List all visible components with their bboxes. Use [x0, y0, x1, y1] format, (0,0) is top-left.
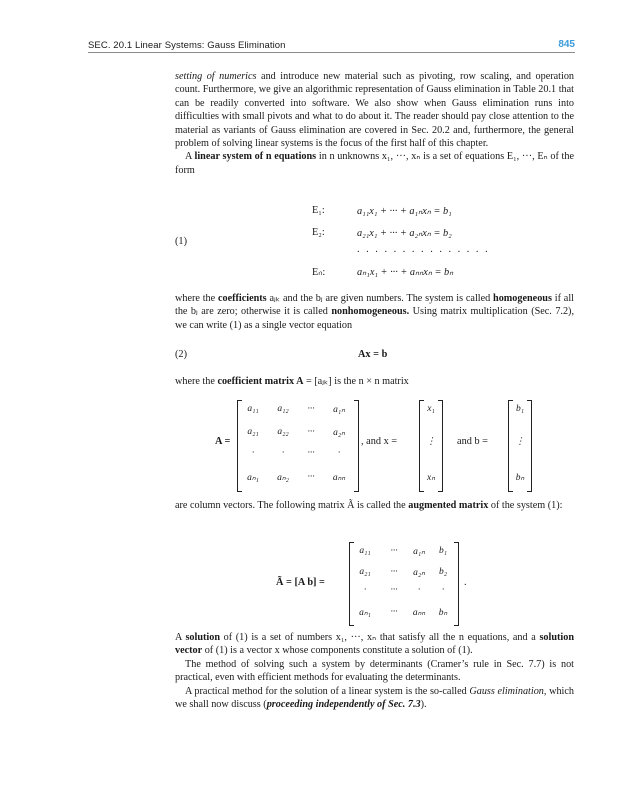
matrix-a — [238, 400, 358, 490]
para2-a: A — [185, 151, 195, 163]
p6-c: of (1) is a set of numbers x₁, ···, xₙ that satisfy all the n equations, and a — [220, 632, 540, 643]
matrix-a-lhs: A = — [215, 436, 231, 447]
p4-a: where the — [175, 376, 218, 387]
eq-row-n — [312, 266, 325, 278]
running-header — [88, 36, 575, 52]
equation-label-1: (1) — [175, 236, 188, 247]
vector-cell: ⋮ — [426, 437, 436, 447]
matrix-cell: · — [337, 448, 341, 458]
matrix-cell: a₂₁ — [359, 567, 371, 577]
paragraph-4 — [175, 375, 574, 388]
matrix-cell: a₂₂ — [277, 427, 289, 437]
term-coefficients: coefficients — [218, 293, 267, 304]
italic-lead: setting of numerics — [175, 71, 257, 82]
p3-a: where the — [175, 293, 218, 304]
intro-text — [175, 70, 574, 177]
matrix-cell: b₁ — [438, 546, 448, 556]
paragraph-3 — [175, 292, 574, 332]
matrix-cell: bₙ — [438, 608, 448, 618]
matrix-cell: aₙ₂ — [277, 473, 289, 483]
matrix-cell: aₙₙ — [412, 608, 426, 618]
section-title: SEC. 20.1 Linear Systems: Gauss Elimination — [88, 40, 286, 51]
eq-row-1 — [312, 205, 325, 216]
matrix-sep-x: , and x = — [361, 436, 398, 447]
matrix-cell: · — [417, 585, 421, 595]
p4-b: = [aⱼₖ] is the n × n matrix — [303, 376, 409, 387]
matrix-cell: ··· — [307, 448, 315, 458]
eq-name: E₁: — [312, 205, 325, 216]
p6-a: A — [175, 632, 186, 643]
matrix-cell: a₂₁ — [247, 427, 259, 437]
p3-d: if all the bⱼ are zero; otherwise it is called — [175, 293, 574, 318]
note-independent: proceeding independently of Sec. 7.3 — [266, 699, 421, 711]
paragraph-7: The method of solving such a system by determinants (Cramer’s rule in Sec. 7.7) is not practical, even with efficient methods for evaluating the determinants. — [175, 658, 574, 684]
matrix-cell: ··· — [390, 567, 398, 577]
eq-name: Eₙ: — [312, 267, 326, 278]
vector-cell: bₙ — [515, 473, 525, 483]
p6-d: of (1) is a vector x whose components constitute a solution of (1). — [202, 645, 473, 657]
vector-cell: xₙ — [426, 473, 435, 483]
eq-body-2: a₂₁x₁ + ··· + a₂ₙxₙ = b₂ — [357, 228, 452, 239]
augmented-matrix — [350, 542, 458, 624]
matrix-cell: a₁ₙ — [333, 405, 345, 415]
matrix-cell: · — [363, 585, 367, 595]
matrix-sep-b: and b = — [457, 436, 488, 447]
matrix-cell: aₙ₁ — [359, 608, 371, 618]
p5-a: are column vectors. The following matrix Ã is called the — [175, 500, 409, 511]
matrix-cell: ··· — [307, 404, 315, 414]
vector-cell: x₁ — [427, 404, 435, 414]
para1-body: and introduce new material such as pivoting, row scaling, and operation count. Furthermore, we give an algorithmic representation of Gauss elimination in Table 20.1 that can be readily converted into software. We also show when Gauss elimination runs into difficulties with small pivots and what to do about it. The reader should pay close attention to the material as variants of Gauss elimination are covered in Sec. 20.2 and, furthermore, the general problem of solving linear systems is the focus of the first half of this chapter. — [175, 71, 575, 150]
matrix-cell: a₁₁ — [359, 546, 371, 556]
matrix-cell: a₂ₙ — [333, 428, 345, 438]
paragraph-5 — [175, 499, 574, 512]
eq-body-n: aₙ₁x₁ + ··· + aₙₙxₙ = bₙ — [357, 267, 454, 278]
augmented-lhs: Ã = [A b] = — [276, 577, 325, 588]
term-gauss-elimination: Gauss elimination, — [469, 685, 547, 697]
matrix-cell: ··· — [390, 546, 398, 556]
matrix-cell: · — [251, 448, 255, 458]
term-linear-system: linear system of n equations — [194, 151, 317, 163]
equation-label-2: (2) — [175, 349, 188, 360]
matrix-cell: · — [281, 448, 285, 458]
equation-2: Ax = b — [358, 349, 388, 360]
augmented-period: . — [464, 577, 467, 588]
header-rule — [88, 52, 575, 53]
matrix-cell: aₙₙ — [332, 473, 346, 483]
term-nonhomogeneous: nonhomogeneous. — [331, 306, 410, 318]
term-solution: solution — [185, 632, 220, 643]
matrix-cell: a₁₁ — [247, 404, 259, 414]
paragraph-2 — [175, 150, 574, 177]
vector-x — [420, 400, 442, 490]
p3-c: aⱼₖ and the bⱼ are given numbers. The system is called — [266, 293, 494, 304]
term-homogeneous: homogeneous — [493, 293, 552, 304]
matrix-cell: ··· — [307, 427, 315, 437]
p5-b: of the system (1): — [488, 500, 563, 511]
closing-text — [175, 631, 574, 711]
term-coefficient-matrix: coefficient matrix A — [217, 376, 304, 387]
paragraph-1 — [175, 70, 574, 150]
eq-name: E₂: — [312, 227, 325, 238]
matrix-cell: a₁ₙ — [413, 547, 425, 557]
matrix-cell: aₙ₁ — [247, 473, 259, 483]
term-augmented-matrix: augmented matrix — [408, 500, 489, 511]
eq-row-2 — [312, 227, 325, 238]
matrix-cell: a₁₂ — [277, 404, 289, 414]
vector-cell: ⋮ — [515, 437, 525, 447]
p8-b: which we shall now discuss ( — [175, 685, 574, 711]
eq-dots: . . . . . . . . . . . . . . . — [357, 244, 490, 255]
matrix-cell: ··· — [390, 585, 398, 595]
para2-b: in n unknowns x₁, ···, xₙ is a set of equations E₁, ···, Eₙ of the form — [175, 151, 575, 176]
matrix-cell: ··· — [307, 472, 315, 482]
bracket-right — [354, 400, 359, 492]
paragraph-8 — [175, 685, 574, 712]
matrix-cell: b₂ — [438, 567, 448, 577]
p8-c: ). — [420, 699, 427, 711]
p3-e: Using matrix multiplication (Sec. 7.2), we can write (1) as a single vector equation — [175, 306, 574, 331]
matrix-cell: a₂ₙ — [413, 568, 425, 578]
paragraph-6 — [175, 631, 574, 658]
matrix-cell: · — [441, 585, 445, 595]
page-number: 845 — [558, 39, 575, 50]
vector-b — [509, 400, 531, 490]
term-solution-vector: solution vector — [175, 632, 574, 657]
matrix-cell: ··· — [390, 607, 398, 617]
p8-a: A practical method for the solution of a linear system is the so-called — [185, 685, 470, 697]
eq-body-1: a₁₁x₁ + ··· + a₁ₙxₙ = b₁ — [357, 206, 452, 217]
vector-cell: b₁ — [515, 404, 525, 414]
